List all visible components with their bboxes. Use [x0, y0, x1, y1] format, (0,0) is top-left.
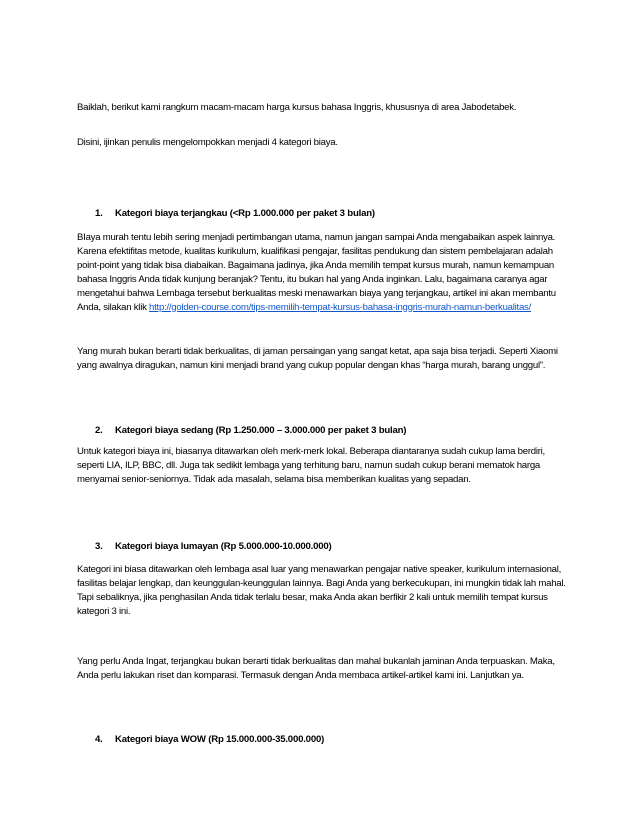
section-2-number: 2.: [95, 425, 103, 436]
section-2-heading: [95, 424, 565, 438]
section-3-number: 3.: [95, 541, 103, 552]
section-1-heading: [95, 207, 565, 221]
section-4-heading: [95, 733, 565, 747]
intro-paragraph-1: Baiklah, berikut kami rangkum macam-macam harga kursus bahasa Inggris, khususnya di area Jabodetabek.: [77, 102, 517, 113]
intro-paragraph-2: Disini, ijinkan penulis mengelompokkan menjadi 4 kategori biaya.: [77, 137, 338, 148]
article-link[interactable]: http://golden-course.com/tips-memilih-tempat-kursus-bahasa-inggris-murah-namun-berkualitas/: [149, 301, 531, 313]
section-3-heading: [95, 540, 565, 554]
section-2-paragraph-1: Untuk kategori biaya ini, biasanya ditawarkan oleh merk-merk lokal. Beberapa diantaranya sudah cukup lama berdiri, seperti LIA, ILP, BBC, dll. Juga tak sedikit lembaga yang terhitung baru, namun sudah cukup berani mematok harga menyamai senior-seniornya. Tidak ada masalah, selama bisa memberikan kualitas yang sepadan.: [77, 446, 545, 485]
section-1-text: BIaya murah tentu lebih sering menjadi pertimbangan utama, namun jangan sampai Anda mengabaikan aspek lainnya. Karena efektifitas metode, kualitas kurikulum, kualifikasi pengajar, fasilitas pendukung dan sistem pembelajaran adalah point-point yang tidak bisa diabaikan. Bagaimana jadinya, jika Anda memilih tempat kursus murah, namun kemampuan bahasa Inggris Anda tidak kunjung beranjak? Tentu, itu bukan hal yang Anda inginkan. Lalu, bagaimana caranya agar mengetahui bahwa Lembaga tersebut berkualitas meski menawarkan biaya yang terjangkau, artikel ini akan membantu Anda, silakan klik: [77, 232, 556, 313]
section-1-paragraph-1: [77, 231, 567, 314]
section-1-title: Kategori biaya terjangkau (<Rp 1.000.000 per paket 3 bulan): [115, 208, 375, 219]
section-2-title: Kategori biaya sedang (Rp 1.250.000 – 3.000.000 per paket 3 bulan): [115, 425, 407, 436]
section-3-title: Kategori biaya lumayan (Rp 5.000.000-10.000.000): [115, 541, 332, 552]
section-4-title: Kategori biaya WOW (Rp 15.000.000-35.000.000): [115, 734, 325, 745]
section-3-paragraph-1: Kategori ini biasa ditawarkan oleh lembaga asal luar yang menawarkan pengajar native speaker, kurikulum internasional, fasilitas belajar lengkap, dan keunggulan-keunggulan lainnya. Bagi Anda yang berkecukupan, ini mungkin tidak lah mahal. Tapi sebaliknya, jika penghasilan Anda tidak terlalu besar, maka Anda akan berfikir 2 kali untuk memilih tempat kursus kategori 3 ini.: [77, 564, 566, 617]
section-3-paragraph-2: Yang perlu Anda Ingat, terjangkau bukan berarti tidak berkualitas dan mahal bukanlah jaminan Anda terpuaskan. Maka, Anda perlu lakukan riset dan komparasi. Termasuk dengan Anda membaca artikel-artikel kami ini. Lanjutkan ya.: [77, 656, 555, 681]
section-1-paragraph-2: Yang murah bukan berarti tidak berkualitas, di jaman persaingan yang sangat ketat, apa saja bisa terjadi. Seperti Xiaomi yang awalnya diragukan, namun kini menjadi brand yang cukup popular dengan khas “harga murah, barang unggul”.: [77, 346, 558, 371]
section-4-number: 4.: [95, 734, 103, 745]
section-1-number: 1.: [95, 208, 103, 219]
